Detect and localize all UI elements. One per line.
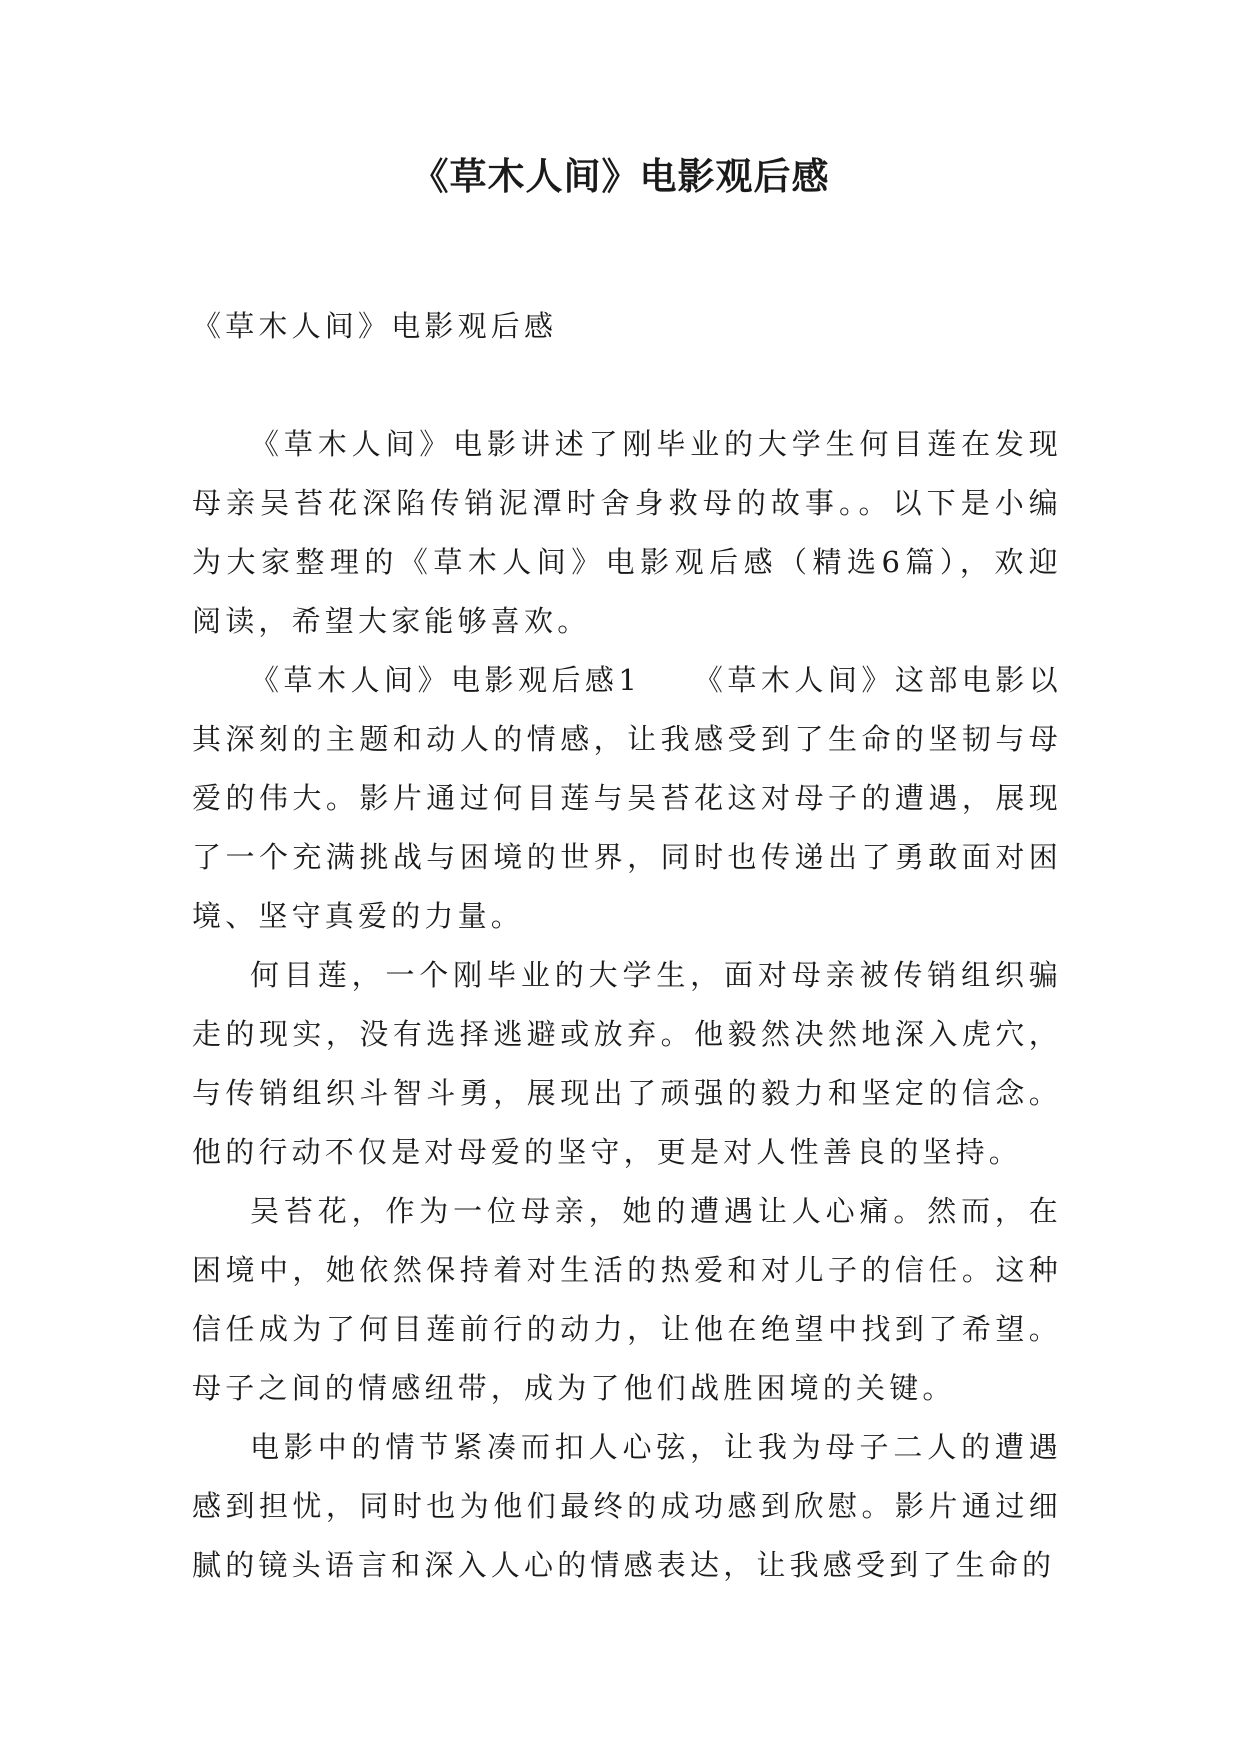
paragraph-intro: 《草木人间》电影讲述了刚毕业的大学生何目莲在发现母亲吴苔花深陷传销泥潭时舍身救母的故事。。以下是小编为大家整理的《草木人间》电影观后感（精选6篇），欢迎阅读，希望大家能够喜欢。 xyxy=(192,427,1062,638)
document-title: 《草木人间》电影观后感 xyxy=(411,155,830,198)
paragraph-wu-taihua: 吴苔花，作为一位母亲，她的遭遇让人心痛。然而，在困境中，她依然保持着对生活的热爱和对儿子的信任。这种信任成为了何目莲前行的动力，让他在绝望中找到了希望。母子之间的情感纽带，成为了他们战胜困境的关键。 xyxy=(192,1194,1062,1405)
paragraph-he-mulian: 何目莲，一个刚毕业的大学生，面对母亲被传销组织骗走的现实，没有选择逃避或放弃。他毅然决然地深入虎穴，与传销组织斗智斗勇，展现出了顽强的毅力和坚定的信念。他的行动不仅是对母爱的坚守，更是对人性善良的坚持。 xyxy=(192,958,1062,1169)
document-subtitle: 《草木人间》电影观后感 xyxy=(192,309,558,343)
document-body xyxy=(192,297,1062,1595)
paragraph-review-1: 《草木人间》电影观后感1 《草木人间》这部电影以其深刻的主题和动人的情感，让我感受到了生命的坚韧与母爱的伟大。影片通过何目莲与吴苔花这对母子的遭遇，展现了一个充满挑战与困境的世界，同时也传递出了勇敢面对困境、坚守真爱的力量。 xyxy=(192,663,1062,933)
paragraph-plot: 电影中的情节紧凑而扣人心弦，让我为母子二人的遭遇感到担忧，同时也为他们最终的成功感到欣慰。影片通过细腻的镜头语言和深入人心的情感表达，让我感受到了生命的 xyxy=(192,1430,1062,1582)
